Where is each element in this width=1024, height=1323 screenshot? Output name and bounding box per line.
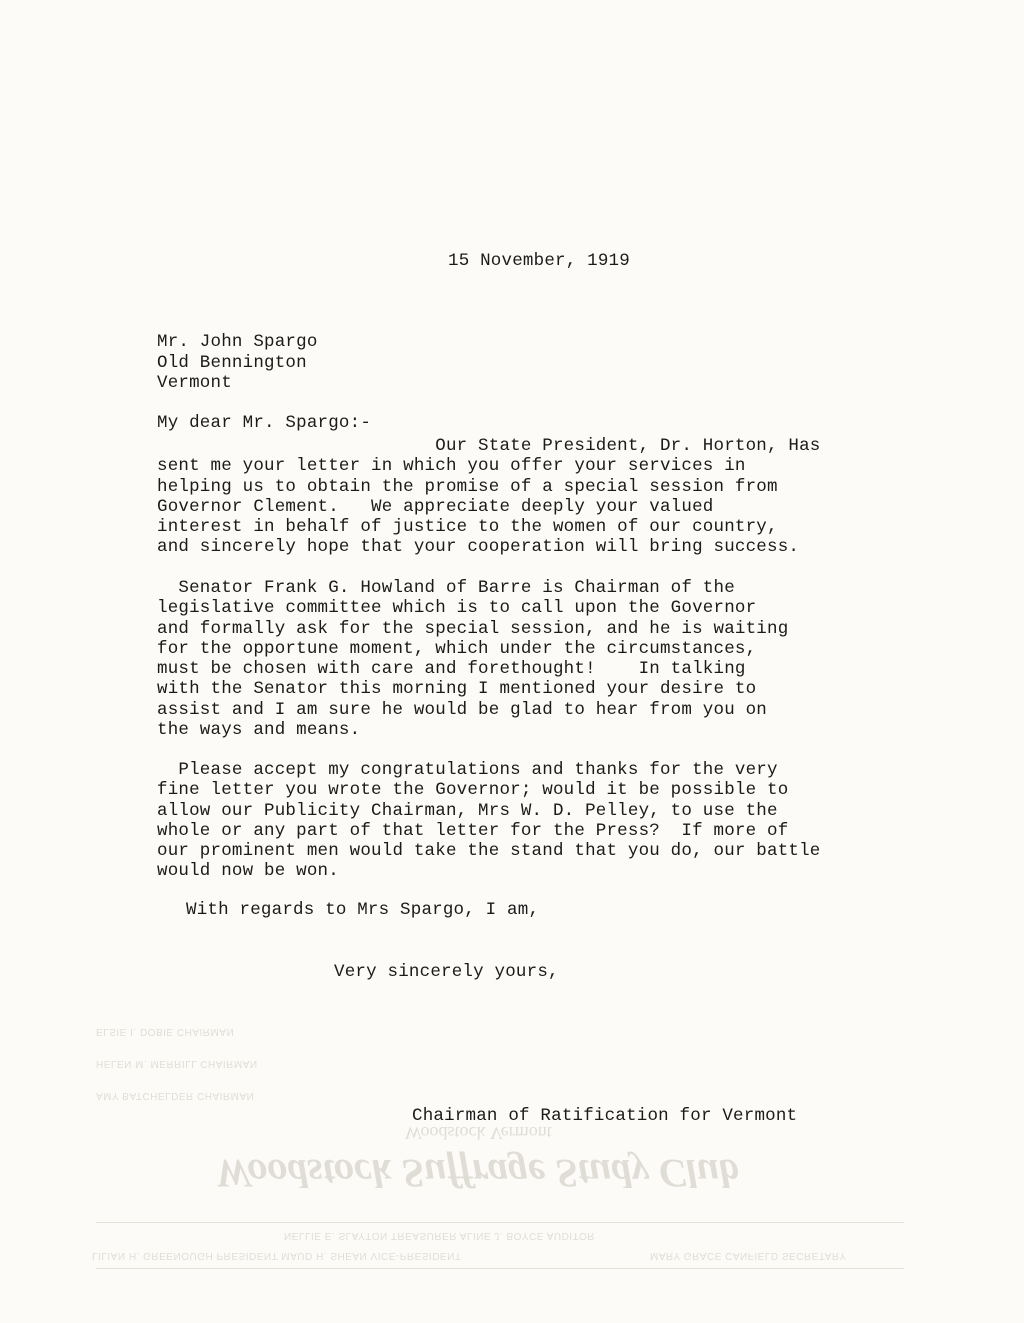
p3-line: our prominent men would take the stand that you do, our battle <box>157 841 821 862</box>
p2-line: Senator Frank G. Howland of Barre is Chairman of the <box>157 578 735 598</box>
p2-line: with the Senator this morning I mentioned your desire to <box>157 679 757 700</box>
ghost-officer-3: AMY BATCHELDER CHAIRMAN <box>96 1090 255 1101</box>
ghost-place: Woodstock Vermont <box>405 1123 552 1143</box>
p3-line: allow our Publicity Chairman, Mrs W. D. Pelley, to use the <box>157 800 778 821</box>
ghost-officer-4: NELLIE E. SLAYTON TREASURER ALINE J. BOYCE AUDITOR <box>284 1230 596 1241</box>
p1-line: Our State President, Dr. Horton, Has <box>157 436 821 456</box>
p1-line: helping us to obtain the promise of a special session from <box>157 476 778 497</box>
p2-line: the ways and means. <box>157 720 361 741</box>
recipient-state: Vermont <box>157 373 232 393</box>
p3-line: fine letter you wrote the Governor; would it be possible to <box>157 780 789 801</box>
ghost-officer-5: LILIAN H. GREENOUGH PRESIDENT MAUD H. SHEAN VICE-PRESIDENT <box>92 1250 462 1261</box>
p1-line: sent me your letter in which you offer your services in <box>157 456 746 477</box>
ghost-rule-upper <box>96 1222 904 1223</box>
p2-line: and formally ask for the special session, and he is waiting <box>157 618 789 639</box>
p1-line: Governor Clement. We appreciate deeply your valued <box>157 496 714 517</box>
p2-line: must be chosen with care and forethought! In talking <box>157 659 746 680</box>
p1-line: and sincerely hope that your cooperation will bring success. <box>157 537 800 558</box>
complimentary-close: Very sincerely yours, <box>334 962 559 982</box>
ghost-rule-lower <box>96 1268 904 1269</box>
p3-line: would now be won. <box>157 861 339 882</box>
recipient-address <box>157 332 318 394</box>
p2-line: legislative committee which is to call upon the Governor <box>157 598 757 619</box>
p1-line: interest in behalf of justice to the women of our country, <box>157 517 778 538</box>
ghost-officer-1: ELSIE I. DOBIE CHAIRMAN <box>96 1026 235 1037</box>
ghost-club-name: Woodstock Suffrage Study Club <box>215 1151 740 1196</box>
p2-line: for the opportune moment, which under the circumstances, <box>157 638 757 659</box>
recipient-town: Old Bennington <box>157 352 307 373</box>
recipient-name: Mr. John Spargo <box>157 332 318 352</box>
paragraph-2 <box>157 578 788 740</box>
p2-line: assist and I am sure he would be glad to hear from you on <box>157 699 767 720</box>
paragraph-1 <box>157 436 821 558</box>
salutation: My dear Mr. Spargo:- <box>157 413 372 433</box>
ghost-officer-2: HELEN M. MERRILL CHAIRMAN <box>96 1058 258 1069</box>
p3-line: whole or any part of that letter for the Press? If more of <box>157 820 789 841</box>
ghost-officer-6: MARY GRACE CANFIELD SECRETARY <box>650 1250 847 1261</box>
regards-line: With regards to Mrs Spargo, I am, <box>186 900 540 920</box>
letter-date: 15 November, 1919 <box>448 251 630 271</box>
p3-line: Please accept my congratulations and thanks for the very <box>157 760 778 780</box>
signature-title: Chairman of Ratification for Vermont <box>412 1106 798 1126</box>
paragraph-3 <box>157 760 821 882</box>
